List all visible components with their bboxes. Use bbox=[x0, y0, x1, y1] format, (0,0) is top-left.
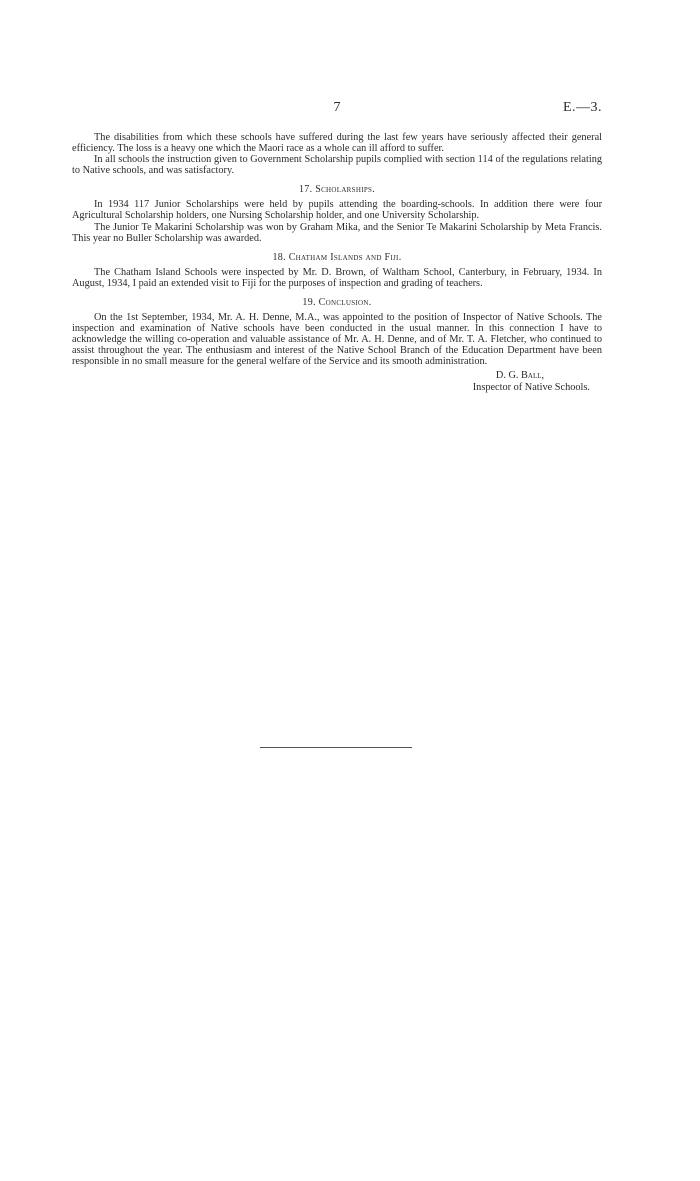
end-rule-divider bbox=[260, 747, 412, 748]
section-heading: 17. Scholarships. bbox=[298, 184, 376, 196]
document-page bbox=[72, 100, 602, 394]
paragraph: In all schools the instruction given to Government Scholarship pupils complied with section 114 of the regulations relating to Native schools, and was satisfactory. bbox=[72, 154, 602, 177]
signature-block bbox=[450, 370, 590, 394]
paragraph: The disabilities from which these schools have suffered during the last few years have seriously affected their general efficiency. The loss is a heavy one which the Maori race as a whole can ill afford to suffer. bbox=[72, 132, 602, 155]
document-reference: E.—3. bbox=[562, 100, 602, 115]
paragraph: On the 1st September, 1934, Mr. A. H. Denne, M.A., was appointed to the position of Inspector of Native Schools. The inspection and examination of Native schools have been conducted in the usual manner. In this connection I have to acknowledge the willing co-operation and valuable assistance of Mr. A. H. Denne, and of Mr. T. A. Fletcher, who continued to assist throughout the year. The enthusiasm and interest of the Native School Branch of the Education Department have been responsible in no small measure for the general welfare of the Service and its smooth administration. bbox=[72, 311, 602, 368]
page-header bbox=[72, 100, 602, 124]
paragraph: The Chatham Island Schools were inspected by Mr. D. Brown, of Waltham School, Canterbury, in February, 1934. In August, 1934, I paid an extended visit to Fiji for the purposes of inspection and grading of teachers. bbox=[72, 266, 602, 289]
signatory-name: D. G. Ball, bbox=[495, 370, 545, 382]
paragraph: In 1934 117 Junior Scholarships were held by pupils attending the boarding-schools. In addition there were four Agricultural Scholarship holders, one Nursing Scholarship holder, and one University Scholarship. bbox=[72, 199, 602, 222]
section-conclusion bbox=[72, 297, 602, 367]
section-chatham-islands-and-fiji bbox=[72, 252, 602, 289]
section-heading: 19. Conclusion. bbox=[302, 296, 372, 308]
page-number: 7 bbox=[333, 100, 341, 115]
section-heading: 18. Chatham Islands and Fiji. bbox=[272, 251, 402, 263]
signatory-title: Inspector of Native Schools. bbox=[472, 382, 590, 394]
section-scholarships bbox=[72, 184, 602, 243]
paragraph: The Junior Te Makarini Scholarship was won by Graham Mika, and the Senior Te Makarini Scholarship by Meta Francis. This year no Buller Scholarship was awarded. bbox=[72, 221, 602, 244]
